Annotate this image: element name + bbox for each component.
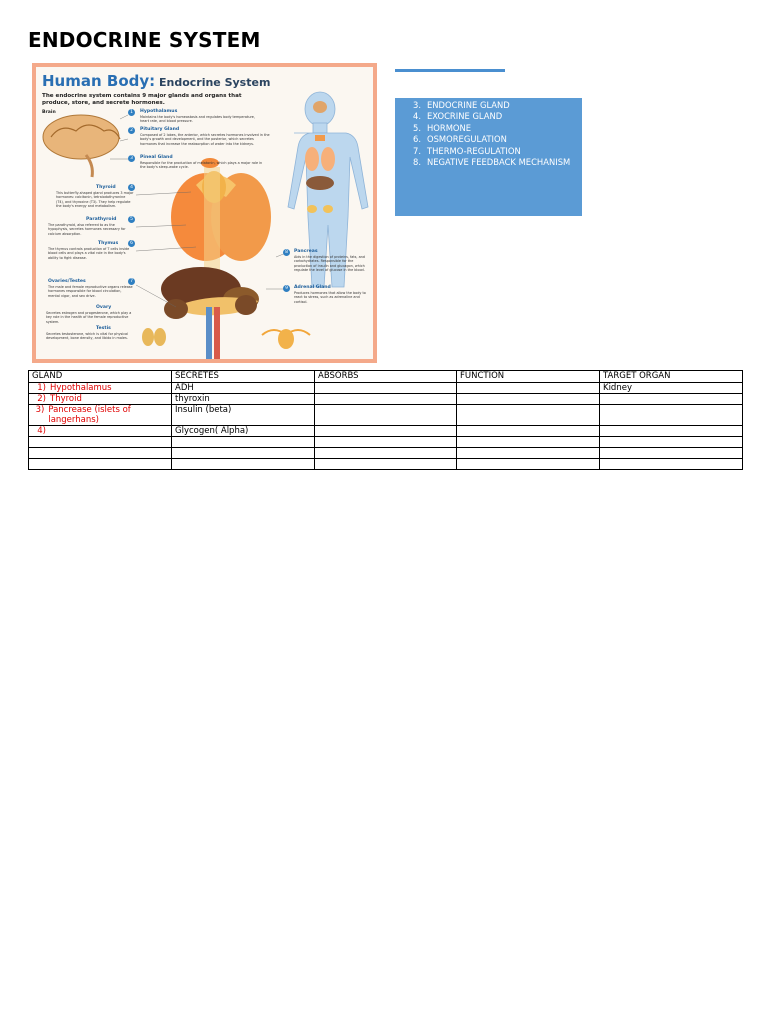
blue-divider-line bbox=[395, 69, 505, 72]
gland-cell[interactable] bbox=[29, 394, 172, 405]
function-cell[interactable] bbox=[457, 394, 600, 405]
term-item bbox=[413, 100, 578, 111]
table-row bbox=[29, 405, 743, 426]
table-row bbox=[29, 459, 743, 470]
term-number: 5. bbox=[413, 122, 421, 133]
absorbs-cell[interactable] bbox=[315, 459, 457, 470]
gland-cell[interactable] bbox=[29, 437, 172, 448]
secretes-cell[interactable]: thyroxin bbox=[172, 394, 315, 405]
poster-label-pancreas: Pancreas bbox=[294, 249, 318, 254]
poster-note-ovary: Secretes estrogen and progesterone, which play a key role in the health of the female reproductive system. bbox=[46, 311, 132, 324]
secretes-cell[interactable]: ADH bbox=[172, 383, 315, 394]
gland-name: Hypothalamus bbox=[50, 383, 112, 393]
poster-note-testis: Secretes testosterone, which is vital for physical development, bone density, and libido in males. bbox=[46, 332, 129, 341]
kidney-right-shape bbox=[235, 295, 257, 315]
target-organ-cell[interactable] bbox=[600, 426, 743, 437]
function-cell[interactable] bbox=[457, 437, 600, 448]
poster-number-4: 4 bbox=[128, 184, 135, 191]
poster-note-adrenal: Produces hormones that allow the body to react to stress, such as adrenaline and cortisol. bbox=[294, 291, 366, 304]
term-text: EXOCRINE GLAND bbox=[427, 111, 503, 122]
terms-box bbox=[395, 98, 582, 216]
target-organ-cell[interactable] bbox=[600, 405, 743, 426]
table-row bbox=[29, 437, 743, 448]
page-title: ENDOCRINE SYSTEM bbox=[28, 28, 261, 52]
term-text: THERMO-REGULATION bbox=[427, 145, 521, 156]
uterus-shape bbox=[278, 329, 294, 349]
function-cell[interactable] bbox=[457, 405, 600, 426]
gland-cell[interactable] bbox=[29, 383, 172, 394]
poster-number-5: 5 bbox=[128, 216, 135, 223]
poster-title bbox=[42, 71, 270, 90]
header-target-organ: TARGET ORGAN bbox=[600, 371, 743, 383]
table-row bbox=[29, 383, 743, 394]
target-organ-cell[interactable] bbox=[600, 394, 743, 405]
gland-cell[interactable] bbox=[29, 405, 172, 426]
poster-number-9: 9 bbox=[283, 285, 290, 292]
gland-index: 2) bbox=[37, 394, 46, 404]
gland-cell[interactable] bbox=[29, 448, 172, 459]
target-organ-cell[interactable]: Kidney bbox=[600, 383, 743, 394]
body-lung-right-shape bbox=[321, 147, 335, 171]
gland-index: 3) bbox=[35, 405, 45, 415]
endocrine-poster-image bbox=[32, 63, 377, 363]
poster-intro: The endocrine system contains 9 major glands and organs that produce, store, and secrete hormones. bbox=[42, 93, 242, 106]
poster-number-1: 1 bbox=[128, 109, 135, 116]
term-text: NEGATIVE FEEDBACK MECHANISM bbox=[427, 157, 571, 168]
target-organ-cell[interactable] bbox=[600, 437, 743, 448]
poster-label-thymus: Thymus bbox=[98, 241, 119, 246]
poster-label-testis: Testis bbox=[96, 326, 111, 331]
secretes-cell[interactable] bbox=[172, 437, 315, 448]
body-ovary-right-shape bbox=[323, 205, 333, 213]
secretes-cell[interactable] bbox=[172, 459, 315, 470]
body-lung-left-shape bbox=[305, 147, 319, 171]
poster-label-pineal: Pineal Gland bbox=[140, 155, 173, 160]
brain-shape bbox=[43, 115, 119, 159]
absorbs-cell[interactable] bbox=[315, 437, 457, 448]
poster-label-ovaries-testes: Ovaries/Testes bbox=[48, 279, 86, 284]
poster-note-ovaries-testes: The male and female reproductive organs release hormones responsible for blood circulation, mental vigor, and sex drive. bbox=[48, 285, 133, 298]
poster-title-sub: Endocrine System bbox=[155, 76, 271, 89]
gland-cell[interactable] bbox=[29, 459, 172, 470]
function-cell[interactable] bbox=[457, 383, 600, 394]
gland-name: Thyroid bbox=[50, 394, 82, 404]
poster-number-3: 3 bbox=[128, 155, 135, 162]
kidney-left-shape bbox=[164, 299, 188, 319]
gland-index: 4) bbox=[37, 426, 46, 436]
poster-note-thymus: The thymus controls production of T cells inside blood cells and plays a vital role in the body's ability to fight disease. bbox=[48, 247, 130, 260]
artery-shape bbox=[214, 307, 220, 359]
target-organ-cell[interactable] bbox=[600, 459, 743, 470]
term-number: 4. bbox=[413, 111, 421, 122]
poster-note-pineal: Responsible for the production of melatonin, which plays a major role in the body's sleep-wake cycle. bbox=[140, 161, 263, 170]
term-item bbox=[413, 157, 578, 168]
absorbs-cell[interactable] bbox=[315, 383, 457, 394]
poster-note-pituitary: Composed of 2 lobes, the anterior, which secretes hormones involved in the body's growth and development, and the posterior, which secretes hormones that increase the reabsorption of water into the kidneys. bbox=[140, 133, 270, 146]
testis-left-shape bbox=[142, 328, 154, 346]
table-header-row bbox=[29, 371, 743, 383]
poster-label-thyroid: Thyroid bbox=[96, 185, 116, 190]
term-text: HORMONE bbox=[427, 122, 472, 133]
poster-note-thyroid: This butterfly-shaped gland produces 3 major hormones: calcitonin, tetraiodothyronine (T4), and thyroxine (T3). They help regulate the body's energy and metabolism. bbox=[56, 191, 134, 209]
target-organ-cell[interactable] bbox=[600, 448, 743, 459]
gland-table bbox=[28, 370, 743, 470]
body-thyroid-shape bbox=[315, 135, 325, 141]
poster-canvas bbox=[36, 67, 373, 359]
poster-number-6: 6 bbox=[128, 240, 135, 247]
poster-note-parathyroid: The parathyroid, also referred to as the hypophysis, secretes hormones necessary for calcium absorption. bbox=[48, 223, 126, 236]
body-ovary-left-shape bbox=[307, 205, 317, 213]
absorbs-cell[interactable] bbox=[315, 394, 457, 405]
poster-number-2: 2 bbox=[128, 127, 135, 134]
poster-note-hypothalamus: Maintains the body's homeostasis and regulates body temperature, heart rate, and blood pressure. bbox=[140, 115, 255, 124]
gland-cell[interactable] bbox=[29, 426, 172, 437]
secretes-cell[interactable] bbox=[172, 448, 315, 459]
table-row bbox=[29, 394, 743, 405]
term-number: 6. bbox=[413, 134, 421, 145]
header-function: FUNCTION bbox=[457, 371, 600, 383]
table-row bbox=[29, 448, 743, 459]
absorbs-cell[interactable] bbox=[315, 405, 457, 426]
poster-label-adrenal: Adrenal Gland bbox=[294, 285, 331, 290]
term-item bbox=[413, 123, 578, 134]
secretes-cell[interactable]: Glycogen( Alpha) bbox=[172, 426, 315, 437]
poster-title-main: Human Body: bbox=[42, 72, 156, 90]
poster-number-8: 8 bbox=[283, 249, 290, 256]
term-text: OSMOREGULATION bbox=[427, 134, 507, 145]
secretes-cell[interactable]: Insulin (beta) bbox=[172, 405, 315, 426]
term-item bbox=[413, 111, 578, 122]
poster-label-brain: Brain bbox=[42, 110, 56, 115]
term-text: ENDOCRINE GLAND bbox=[427, 100, 510, 110]
poster-label-hypothalamus: Hypothalamus bbox=[140, 109, 178, 114]
gland-name: Pancrease (islets of langerhans) bbox=[48, 405, 131, 425]
body-brain-shape bbox=[313, 101, 327, 113]
poster-number-7: 7 bbox=[128, 278, 135, 285]
term-number: 3. bbox=[413, 100, 421, 110]
gland-index: 1) bbox=[37, 383, 46, 393]
table-row bbox=[29, 426, 743, 437]
term-number: 8. bbox=[413, 157, 421, 168]
absorbs-cell[interactable] bbox=[315, 426, 457, 437]
term-item bbox=[413, 146, 578, 157]
header-secretes: SECRETES bbox=[172, 371, 315, 383]
poster-note-pancreas: Aids in the digestion of proteins, fats, and carbohydrates. Responsible for the production of insulin and glucagon, which regulate the level of glucose in the blood. bbox=[294, 255, 365, 273]
terms-list bbox=[395, 100, 578, 168]
function-cell[interactable] bbox=[457, 459, 600, 470]
testis-right-shape bbox=[154, 328, 166, 346]
function-cell[interactable] bbox=[457, 426, 600, 437]
absorbs-cell[interactable] bbox=[315, 448, 457, 459]
poster-label-pituitary: Pituitary Gland bbox=[140, 127, 180, 132]
term-number: 7. bbox=[413, 145, 421, 156]
poster-label-parathyroid: Parathyroid bbox=[86, 217, 117, 222]
header-gland: GLAND bbox=[29, 371, 172, 383]
poster-label-ovary: Ovary bbox=[96, 305, 112, 310]
term-item bbox=[413, 134, 578, 145]
body-liver-shape bbox=[306, 176, 334, 190]
function-cell[interactable] bbox=[457, 448, 600, 459]
header-absorbs: ABSORBS bbox=[315, 371, 457, 383]
vein-shape bbox=[206, 307, 212, 359]
